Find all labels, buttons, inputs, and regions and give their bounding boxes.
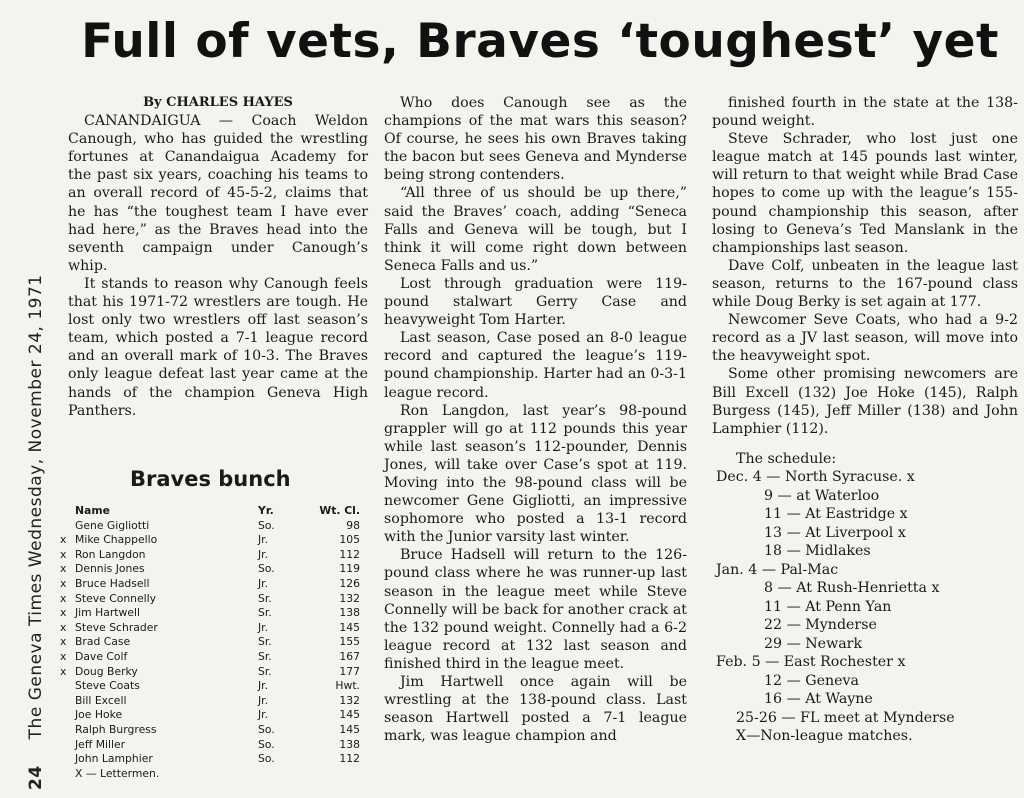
class-year: So. xyxy=(258,562,275,576)
wrestler-name: Mike Chappello xyxy=(75,533,158,547)
letterman-mark: x xyxy=(60,664,67,678)
roster-row xyxy=(60,665,370,680)
weight-class: 132 xyxy=(339,591,360,605)
weight-class: 112 xyxy=(339,752,360,766)
weight-class: 132 xyxy=(339,693,360,707)
roster-header-year: Yr. xyxy=(258,504,274,517)
wrestler-name: Gene Gigliotti xyxy=(75,518,150,532)
column-2-paragraph: Jim Hartwell once again will be wrestling at the 138-pound class. Last season Hartwell posted a 7-1 league mark, was league champion and xyxy=(384,674,687,745)
schedule-line: X—Non-league matches. xyxy=(736,728,913,745)
wrestler-name: John Lamphier xyxy=(75,752,153,766)
roster-row xyxy=(60,533,370,548)
wrestler-name: Ralph Burgress xyxy=(75,722,157,736)
weight-class: 145 xyxy=(339,722,360,736)
column-1-paragraph: It stands to reason why Canough feels that his 1971-72 wrestlers are tough. He lost only two wrestlers off last season’s team, which posted a 7-1 league record and an overall mark of 10-3. The Braves only league defeat last year came at the hands of the champion Geneva High Panthers. xyxy=(68,275,368,419)
letterman-mark: x xyxy=(60,649,67,663)
letterman-mark: x xyxy=(60,591,67,605)
letterman-mark: x xyxy=(60,562,67,576)
weight-class: 112 xyxy=(339,547,360,561)
weight-class: 155 xyxy=(339,635,360,649)
column-2-paragraph: Ron Langdon, last year’s 98-pound grappler will go at 112 pounds this year while last season’s 112-pounder, Dennis Jones, will take over Case’s spot at 119. Moving into the 98-pound class will be newcomer Gene Gigliotti, an impressive sophomore who posted a 13-1 record with the Junior varsity last winter. xyxy=(384,402,687,546)
wrestler-name: Dennis Jones xyxy=(75,562,145,576)
class-year: Jr. xyxy=(258,620,269,634)
roster-row xyxy=(60,548,370,563)
roster-row xyxy=(60,679,370,694)
roster-row xyxy=(60,635,370,650)
wrestler-name: Ron Langdon xyxy=(75,547,146,561)
page-sidebar xyxy=(6,0,46,798)
class-year: So. xyxy=(258,518,275,532)
roster-row xyxy=(60,621,370,636)
article-column-2 xyxy=(384,94,687,745)
schedule-line: 16 — At Wayne xyxy=(764,691,873,708)
column-2-paragraph: “All three of us should be up there,” said the Braves’ coach, adding “Seneca Falls and Geneva will be tough, but I think it will come right down between Seneca Falls and us.” xyxy=(384,185,687,274)
roster-footnote: X — Lettermen. xyxy=(75,766,160,780)
roster-table xyxy=(60,504,370,781)
letterman-mark: x xyxy=(60,576,67,590)
weight-class: Hwt. xyxy=(335,679,360,693)
roster-row xyxy=(60,592,370,607)
page-masthead xyxy=(26,274,46,790)
byline: By CHARLES HAYES xyxy=(143,95,293,110)
class-year: So. xyxy=(258,722,275,736)
column-2-paragraph: Lost through graduation were 119-pound stalwart Gerry Case and heavyweight Tom Harter. xyxy=(384,275,687,329)
wrestler-name: Brad Case xyxy=(75,635,131,649)
wrestler-name: Steve Schrader xyxy=(75,620,158,634)
class-year: Sr. xyxy=(258,649,272,663)
schedule-line: 8 — At Rush-Henrietta x xyxy=(764,580,940,597)
weight-class: 145 xyxy=(339,708,360,722)
schedule-line: Feb. 5 — East Rochester x xyxy=(716,654,906,671)
roster-row xyxy=(60,650,370,665)
schedule-title: The schedule: xyxy=(736,450,837,467)
class-year: Jr. xyxy=(258,533,269,547)
class-year: Sr. xyxy=(258,664,272,678)
class-year: Sr. xyxy=(258,591,272,605)
weight-class: 138 xyxy=(339,737,360,751)
roster-row xyxy=(60,519,370,534)
weight-class: 177 xyxy=(339,664,360,678)
column-3-paragraph: Steve Schrader, who lost just one league match at 145 pounds last winter, will return to that weight while Brad Case hopes to come up with the league’s 155-pound championship this season, after losing to Geneva’s Ted Manslank in the championships last season. xyxy=(712,131,1018,256)
wrestler-name: Doug Berky xyxy=(75,664,138,678)
schedule-line: 12 — Geneva xyxy=(764,672,859,689)
column-3-paragraph: finished fourth in the state at the 138-pound weight. xyxy=(712,95,1018,130)
article-column-3 xyxy=(712,94,1018,746)
schedule xyxy=(712,450,1018,746)
wrestler-name: Jim Hartwell xyxy=(75,606,141,620)
column-2-paragraph: Last season, Case posed an 8-0 league record and captured the league’s 119-pound championship. Harter had an 0-3-1 league record. xyxy=(384,330,687,401)
weight-class: 167 xyxy=(339,649,360,663)
letterman-mark: x xyxy=(60,606,67,620)
headline: Full of vets, Braves ‘toughest’ yet xyxy=(81,14,999,69)
class-year: So. xyxy=(258,752,275,766)
column-3-paragraph: Newcomer Seve Coats, who had a 9-2 record as a JV last season, will move into the heavyweight spot. xyxy=(712,312,1018,365)
roster-header-weight: Wt. Cl. xyxy=(319,504,360,517)
wrestler-name: Bill Excell xyxy=(75,693,127,707)
column-3-paragraph: Some other promising newcomers are Bill Excell (132) Joe Hoke (145), Ralph Burgess (145), Jeff Miller (138) and John Lamphier (112). xyxy=(712,366,1018,437)
wrestler-name: Jeff Miller xyxy=(75,737,126,751)
roster-row xyxy=(60,694,370,709)
class-year: Jr. xyxy=(258,576,269,590)
weight-class: 98 xyxy=(346,518,360,532)
roster-row xyxy=(60,577,370,592)
schedule-line: 25-26 — FL meet at Mynderse xyxy=(736,709,955,726)
letterman-mark: x xyxy=(60,547,67,561)
roster-row xyxy=(60,708,370,723)
wrestler-name: Joe Hoke xyxy=(75,708,123,722)
article-column-1 xyxy=(68,94,368,420)
weight-class: 138 xyxy=(339,606,360,620)
weight-class: 126 xyxy=(339,576,360,590)
roster-header-name: Name xyxy=(75,504,110,517)
roster-row xyxy=(60,723,370,738)
class-year: Jr. xyxy=(258,547,269,561)
class-year: Jr. xyxy=(258,679,269,693)
schedule-line: Dec. 4 — North Syracuse. x xyxy=(716,469,915,486)
page-number: 24 xyxy=(26,765,46,790)
roster-row xyxy=(60,752,370,767)
column-3-paragraph: Dave Colf, unbeaten in the league last season, returns to the 167-pound class while Doug Berky is set again at 177. xyxy=(712,257,1018,311)
letterman-mark: x xyxy=(60,635,67,649)
class-year: Jr. xyxy=(258,693,269,707)
wrestler-name: Steve Coats xyxy=(75,679,140,693)
class-year: Jr. xyxy=(258,708,269,722)
wrestler-name: Steve Connelly xyxy=(75,591,157,605)
class-year: Sr. xyxy=(258,635,272,649)
schedule-line: 18 — Midlakes xyxy=(764,543,871,560)
schedule-line: 13 — At Liverpool x xyxy=(764,524,906,541)
letterman-mark: x xyxy=(60,620,67,634)
publication-date-line: The Geneva Times Wednesday, November 24, 1971 xyxy=(26,274,46,740)
schedule-line: 29 — Newark xyxy=(764,635,863,652)
wrestler-name: Bruce Hadsell xyxy=(75,576,150,590)
weight-class: 105 xyxy=(339,533,360,547)
weight-class: 145 xyxy=(339,620,360,634)
roster-row xyxy=(60,738,370,753)
schedule-line: Jan. 4 — Pal-Mac xyxy=(716,561,839,578)
schedule-line: 11 — At Penn Yan xyxy=(764,598,892,615)
roster-row xyxy=(60,562,370,577)
schedule-line: 9 — at Waterloo xyxy=(764,487,880,504)
class-year: So. xyxy=(258,737,275,751)
column-2-paragraph: Bruce Hadsell will return to the 126-pound class where he was runner-up last season in the league meet while Steve Connelly will be back for another crack at the 132 pound weight. Connelly had a 6-2 league record at 132 last season and finished third in the league meet. xyxy=(384,547,687,672)
schedule-line: 11 — At Eastridge x xyxy=(764,506,908,523)
letterman-mark: x xyxy=(60,533,67,547)
class-year: Sr. xyxy=(258,606,272,620)
wrestler-name: Dave Colf xyxy=(75,649,128,663)
schedule-line: 22 — Mynderse xyxy=(764,617,877,634)
roster-title: Braves bunch xyxy=(130,467,291,491)
roster-row xyxy=(60,606,370,621)
column-1-paragraph: CANANDAIGUA — Coach Weldon Canough, who has guided the wrestling fortunes at Canandaigua Academy for the past six years, coaching his teams to an overall record of 45-5-2, claims that he has “the toughest team I have ever had here,” as the Braves head into the seventh campaign under Canough’s whip. xyxy=(68,113,368,274)
column-2-paragraph: Who does Canough see as the champions of the mat wars this season? Of course, he sees his own Braves taking the bacon but sees Geneva and Mynderse being strong contenders. xyxy=(384,95,687,184)
weight-class: 119 xyxy=(339,562,360,576)
roster-header xyxy=(60,504,370,519)
